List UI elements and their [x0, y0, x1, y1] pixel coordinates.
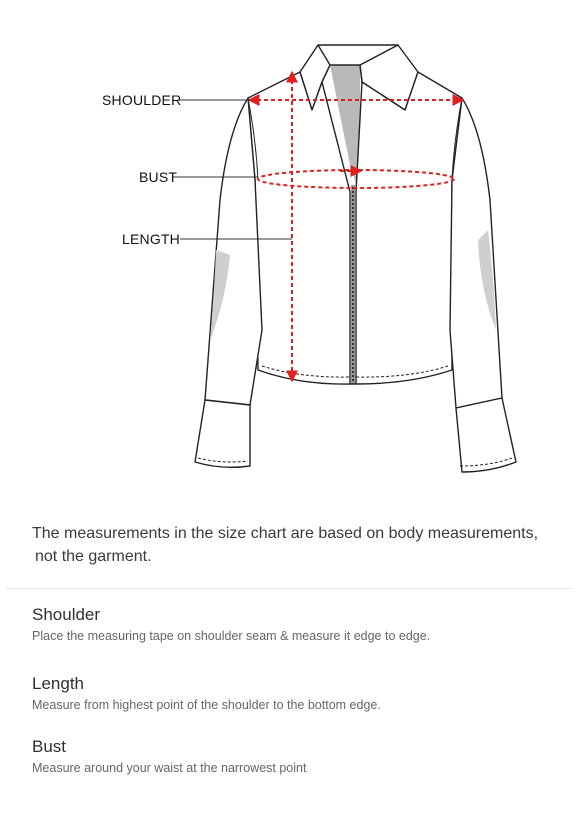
callout-bust: BUST — [139, 169, 178, 185]
right-sleeve — [450, 98, 502, 408]
jacket-illustration — [195, 45, 516, 472]
guide-title: Length — [32, 674, 84, 693]
note-line-2: not the garment. — [35, 548, 152, 565]
guide-title: Shoulder — [32, 605, 101, 624]
left-cuff — [195, 400, 250, 467]
guide-length — [32, 674, 381, 712]
divider — [6, 588, 572, 589]
guide-shoulder — [32, 605, 430, 643]
note-line-1: The measurements in the size chart are based on body measurements, — [32, 525, 539, 542]
right-cuff — [456, 398, 516, 472]
guide-description: Measure around your waist at the narrowest point — [32, 761, 307, 775]
guide-description: Measure from highest point of the shoulder to the bottom edge. — [32, 698, 381, 712]
guide-description: Place the measuring tape on shoulder seam & measure it edge to edge. — [32, 629, 431, 643]
guide-bust — [32, 737, 306, 775]
size-chart-note — [32, 522, 552, 568]
callout-shoulder: SHOULDER — [102, 92, 182, 108]
callout-length: LENGTH — [122, 231, 180, 247]
guide-title: Bust — [32, 737, 67, 756]
